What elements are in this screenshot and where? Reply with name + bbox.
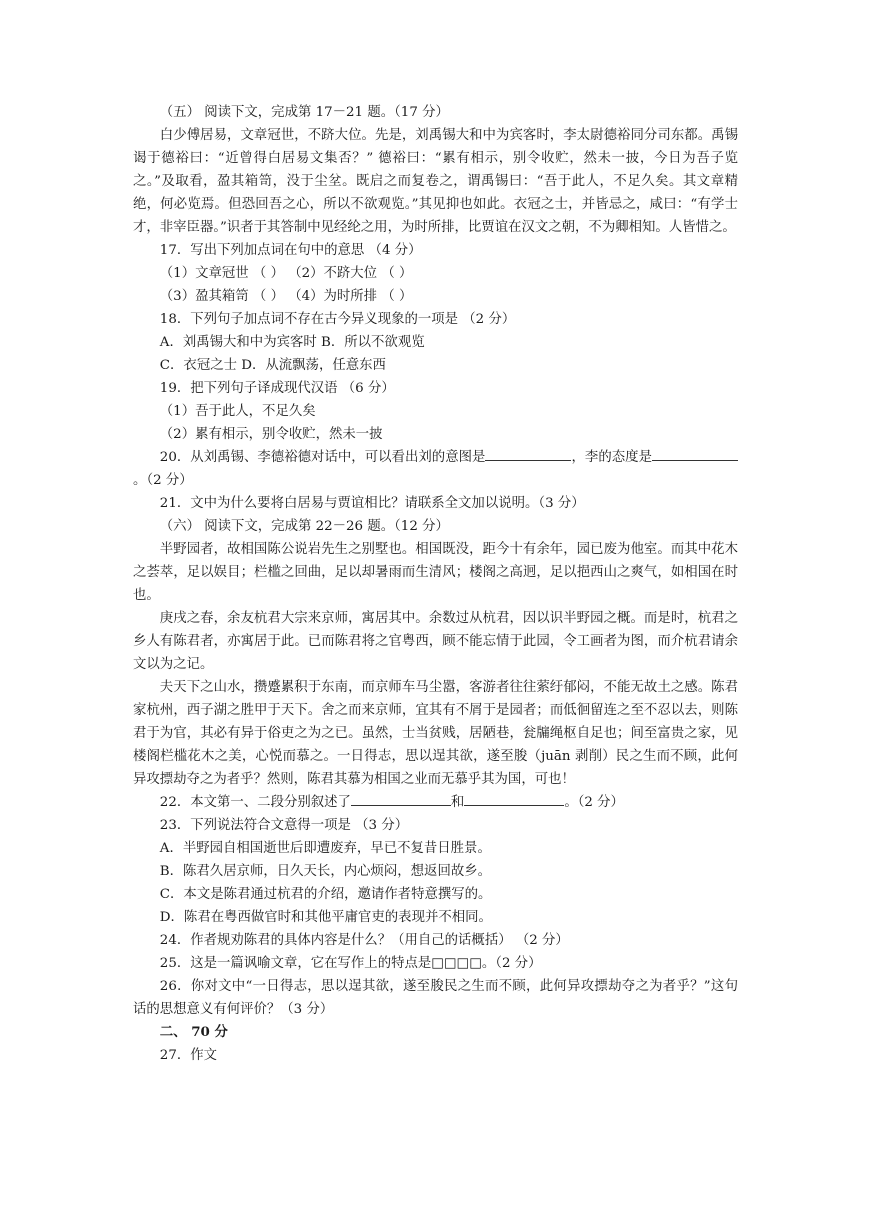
answer-blank — [652, 446, 738, 461]
question-18: 18．下列句子加点词不存在古今异义现象的一项是 （2 分） — [159, 312, 516, 327]
section6-paragraph-2: 庚戌之春，余友杭君大宗来京师，寓居其中。余数过从杭君，因以识半野园之概。而是时，杭君之乡人有陈君者，亦寓居于此。已而陈君将之官粤西，顾不能忘情于此园，令工画者为图，而介杭君请余文以为之记。 — [133, 611, 738, 672]
question-23-option-b: B．陈君久居京师，日久天长，内心烦闷，想返回故乡。 — [159, 864, 492, 879]
question-20 — [133, 446, 738, 492]
question-25: 25．这是一篇讽喻文章，它在写作上的特点是□□□□。（2 分） — [159, 956, 542, 971]
question-23-option-c: C．本文是陈君通过杭君的介绍，邀请作者特意撰写的。 — [159, 887, 492, 902]
question-23-option-d: D．陈君在粤西做官时和其他平庸官吏的表现并不相同。 — [159, 910, 492, 925]
section6-header: （六） 阅读下文，完成第 22－26 题。（12 分） — [159, 519, 449, 534]
part2-header: 二、 70 分 — [159, 1024, 228, 1040]
question-23: 23．下列说法符合文意得一项是 （3 分） — [159, 818, 409, 833]
question-20-mid: ，李的态度是 — [571, 450, 652, 465]
question-20-text: 20．从刘禹锡、李德裕德对话中，可以看出刘的意图是 — [159, 450, 486, 465]
question-17-items-b: （3）盈其箱笥 （ ） （4）为时所排 （ ） — [159, 289, 413, 304]
question-18-options-ab: A．刘禹锡大和中为宾客时 B．所以不欲观览 — [159, 335, 425, 350]
answer-blank — [351, 791, 451, 806]
answer-blank — [464, 791, 564, 806]
section5-header: （五） 阅读下文，完成第 17－21 题。（17 分） — [159, 105, 449, 120]
question-21: 21．文中为什么要将白居易与贾谊相比？请联系全文加以说明。（3 分） — [159, 496, 585, 511]
question-22-mid: 和 — [450, 795, 465, 810]
question-22-tail: 。（2 分） — [564, 795, 624, 810]
question-27: 27．作文 — [159, 1048, 218, 1063]
question-22 — [133, 791, 738, 814]
question-24: 24．作者规劝陈君的具体内容是什么？（用自己的话概括） （2 分） — [159, 933, 569, 948]
question-17: 17．写出下列加点词在句中的意思 （4 分） — [159, 243, 422, 258]
question-18-options-cd: C．衣冠之士 D．从流飘荡，任意东西 — [159, 358, 386, 373]
question-23-option-a: A．半野园自相国逝世后即遭废弃，早已不复昔日胜景。 — [159, 841, 491, 856]
question-22-text: 22．本文第一、二段分别叙述了 — [159, 795, 351, 810]
question-26: 26．你对文中“一日得志，思以逞其欲，遂至朘民之生而不顾，此何异攻摽劫夺之为者乎？”这句话的思想意义有何评价？（3 分） — [133, 979, 738, 1017]
answer-blank — [485, 446, 571, 461]
section6-paragraph-1: 半野园者，故相国陈公说岩先生之别墅也。相国既没，距今十有余年，园已废为他室。而其中花木之荟萃，足以娱目；栏槛之回曲，足以却暑雨而生清风；楼阁之高迥，足以挹西山之爽气，如相国在时也。 — [133, 542, 738, 603]
question-19-item-2: （2）累有相示，别令收贮，然未一披 — [159, 427, 383, 442]
question-20-tail: 。（2 分） — [133, 473, 193, 488]
exam-document — [133, 101, 738, 1067]
section6-paragraph-3: 夫天下之山水，攒蹙累积于东南，而京师车马尘嚣，客游者往往萦纡郁闷，不能无故土之感。陈君家杭州，西子湖之胜甲于天下。舍之而来京师，宜其有不屑于是园者；而低徊留连之至不忍以去，则陈君于为官，其必有异于俗吏之为之已。虽然，士当贫贱，居陋巷，瓮牖绳枢自足也；间至富贵之家，见楼阁栏槛花木之美，心悦而慕之。一日得志，思以逞其欲，遂至朘（juān 剥削）民之生而不顾，此何异攻摽劫夺之为者乎？然则，陈君其慕为相国之业而无慕乎其为国，可也！ — [133, 680, 738, 787]
question-19-item-1: （1）吾于此人，不足久矣 — [159, 404, 316, 419]
question-19: 19．把下列句子译成现代汉语 （6 分） — [159, 381, 395, 396]
section5-passage: 白少傅居易，文章冠世，不跻大位。先是，刘禹锡大和中为宾客时，李太尉德裕同分司东都。禹锡谒于德裕曰：“近曾得白居易文集否？” 德裕曰：“累有相示，别令收贮，然未一披，今日为吾子览之。”及取看，盈其箱笥，没于尘坌。既启之而复卷之，谓禹锡曰：“吾于此人，不足久矣。其文章精绝，何必览焉。但恐回吾之心，所以不欲观览。”其见抑也如此。衣冠之士，并皆忌之，咸曰：“有学士才，非宰臣器。”识者于其答制中见经纶之用，为时所排，比贾谊在汉文之朝，不为卿相知。人皆惜之。 — [133, 128, 738, 235]
question-17-items-a: （1）文章冠世 （ ） （2）不跻大位 （ ） — [159, 266, 413, 281]
